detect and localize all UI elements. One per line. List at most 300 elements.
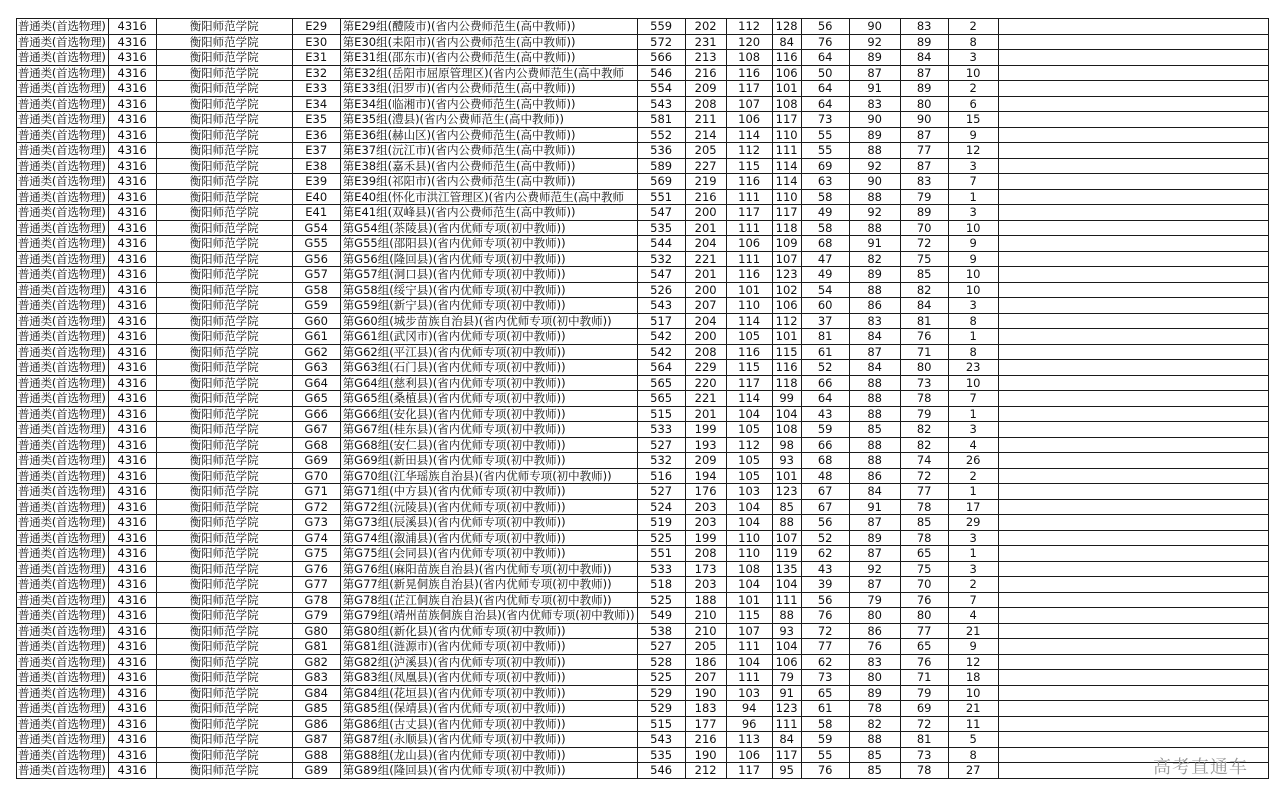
school-name-cell: 衡阳师范学院: [156, 127, 292, 143]
score-e-cell: 86: [849, 468, 900, 484]
school-name-cell: 衡阳师范学院: [156, 251, 292, 267]
table-row: [17, 561, 1269, 577]
group-name-cell: 第E29组(醴陵市)(省内公费师范生(高中教师)): [340, 19, 637, 35]
count-cell: 2: [948, 577, 998, 593]
total-score-cell: 569: [637, 174, 685, 190]
score-a-cell: 203: [685, 499, 726, 515]
category-cell: 普通类(首选物理): [17, 747, 109, 763]
score-e-cell: 87: [849, 65, 900, 81]
score-e-cell: 86: [849, 623, 900, 639]
count-cell: 18: [948, 670, 998, 686]
total-score-cell: 535: [637, 747, 685, 763]
school-name-cell: 衡阳师范学院: [156, 453, 292, 469]
institution-code-cell: 4316: [108, 639, 156, 655]
score-d-cell: 67: [801, 484, 849, 500]
table-row: [17, 267, 1269, 283]
score-d-cell: 61: [801, 701, 849, 717]
score-f-cell: 85: [900, 267, 948, 283]
score-e-cell: 88: [849, 220, 900, 236]
group-code-cell: G78: [292, 592, 340, 608]
score-c-cell: 135: [772, 561, 801, 577]
category-cell: 普通类(首选物理): [17, 313, 109, 329]
school-name-cell: 衡阳师范学院: [156, 174, 292, 190]
count-cell: 3: [948, 422, 998, 438]
score-e-cell: 90: [849, 19, 900, 35]
score-f-cell: 87: [900, 158, 948, 174]
score-a-cell: 221: [685, 391, 726, 407]
total-score-cell: 526: [637, 282, 685, 298]
total-score-cell: 536: [637, 143, 685, 159]
score-a-cell: 203: [685, 577, 726, 593]
group-name-cell: 第G77组(新晃侗族自治县)(省内优师专项(初中教师)): [340, 577, 637, 593]
group-name-cell: 第G62组(平江县)(省内优师专项(初中教师)): [340, 344, 637, 360]
score-d-cell: 69: [801, 158, 849, 174]
table-body: [17, 19, 1269, 779]
count-cell: 1: [948, 406, 998, 422]
score-a-cell: 214: [685, 127, 726, 143]
group-name-cell: 第G69组(新田县)(省内优师专项(初中教师)): [340, 453, 637, 469]
score-c-cell: 123: [772, 701, 801, 717]
table-row: [17, 81, 1269, 97]
table-row: [17, 282, 1269, 298]
score-c-cell: 104: [772, 577, 801, 593]
school-name-cell: 衡阳师范学院: [156, 267, 292, 283]
school-name-cell: 衡阳师范学院: [156, 763, 292, 779]
score-e-cell: 88: [849, 143, 900, 159]
score-c-cell: 101: [772, 329, 801, 345]
table-row: [17, 701, 1269, 717]
count-cell: 15: [948, 112, 998, 128]
count-cell: 21: [948, 701, 998, 717]
category-cell: 普通类(首选物理): [17, 81, 109, 97]
group-code-cell: G83: [292, 670, 340, 686]
score-e-cell: 88: [849, 437, 900, 453]
score-e-cell: 78: [849, 701, 900, 717]
institution-code-cell: 4316: [108, 298, 156, 314]
category-cell: 普通类(首选物理): [17, 732, 109, 748]
score-f-cell: 70: [900, 577, 948, 593]
institution-code-cell: 4316: [108, 189, 156, 205]
score-c-cell: 101: [772, 468, 801, 484]
score-c-cell: 123: [772, 267, 801, 283]
group-code-cell: G57: [292, 267, 340, 283]
score-e-cell: 89: [849, 530, 900, 546]
extra-cell: [998, 577, 1268, 593]
institution-code-cell: 4316: [108, 577, 156, 593]
score-c-cell: 91: [772, 685, 801, 701]
group-name-cell: 第G67组(桂东县)(省内优师专项(初中教师)): [340, 422, 637, 438]
category-cell: 普通类(首选物理): [17, 65, 109, 81]
extra-cell: [998, 468, 1268, 484]
school-name-cell: 衡阳师范学院: [156, 623, 292, 639]
score-b-cell: 105: [726, 453, 772, 469]
school-name-cell: 衡阳师范学院: [156, 205, 292, 221]
score-f-cell: 65: [900, 546, 948, 562]
school-name-cell: 衡阳师范学院: [156, 639, 292, 655]
category-cell: 普通类(首选物理): [17, 639, 109, 655]
table-row: [17, 112, 1269, 128]
school-name-cell: 衡阳师范学院: [156, 282, 292, 298]
score-c-cell: 107: [772, 530, 801, 546]
score-d-cell: 66: [801, 437, 849, 453]
score-c-cell: 118: [772, 220, 801, 236]
count-cell: 1: [948, 329, 998, 345]
score-a-cell: 231: [685, 34, 726, 50]
institution-code-cell: 4316: [108, 81, 156, 97]
score-e-cell: 82: [849, 251, 900, 267]
extra-cell: [998, 189, 1268, 205]
group-code-cell: G64: [292, 375, 340, 391]
group-code-cell: G85: [292, 701, 340, 717]
count-cell: 3: [948, 50, 998, 66]
group-code-cell: G79: [292, 608, 340, 624]
score-a-cell: 221: [685, 251, 726, 267]
extra-cell: [998, 623, 1268, 639]
score-f-cell: 78: [900, 530, 948, 546]
institution-code-cell: 4316: [108, 220, 156, 236]
score-f-cell: 84: [900, 298, 948, 314]
extra-cell: [998, 65, 1268, 81]
total-score-cell: 549: [637, 608, 685, 624]
extra-cell: [998, 561, 1268, 577]
group-name-cell: 第G71组(中方县)(省内优师专项(初中教师)): [340, 484, 637, 500]
score-b-cell: 112: [726, 143, 772, 159]
extra-cell: [998, 96, 1268, 112]
score-f-cell: 79: [900, 685, 948, 701]
group-name-cell: 第G84组(花垣县)(省内优师专项(初中教师)): [340, 685, 637, 701]
group-code-cell: G54: [292, 220, 340, 236]
school-name-cell: 衡阳师范学院: [156, 716, 292, 732]
extra-cell: [998, 499, 1268, 515]
group-code-cell: G75: [292, 546, 340, 562]
extra-cell: [998, 701, 1268, 717]
score-e-cell: 87: [849, 344, 900, 360]
table-row: [17, 65, 1269, 81]
group-name-cell: 第G61组(武冈市)(省内优师专项(初中教师)): [340, 329, 637, 345]
score-e-cell: 87: [849, 515, 900, 531]
group-code-cell: E37: [292, 143, 340, 159]
count-cell: 12: [948, 143, 998, 159]
table-row: [17, 670, 1269, 686]
institution-code-cell: 4316: [108, 716, 156, 732]
score-c-cell: 98: [772, 437, 801, 453]
group-code-cell: G76: [292, 561, 340, 577]
score-a-cell: 207: [685, 298, 726, 314]
category-cell: 普通类(首选物理): [17, 50, 109, 66]
score-e-cell: 86: [849, 298, 900, 314]
institution-code-cell: 4316: [108, 592, 156, 608]
score-b-cell: 108: [726, 561, 772, 577]
school-name-cell: 衡阳师范学院: [156, 360, 292, 376]
category-cell: 普通类(首选物理): [17, 344, 109, 360]
score-f-cell: 72: [900, 468, 948, 484]
extra-cell: [998, 685, 1268, 701]
group-code-cell: G80: [292, 623, 340, 639]
count-cell: 3: [948, 205, 998, 221]
category-cell: 普通类(首选物理): [17, 515, 109, 531]
score-d-cell: 48: [801, 468, 849, 484]
group-code-cell: G60: [292, 313, 340, 329]
score-f-cell: 85: [900, 515, 948, 531]
score-f-cell: 78: [900, 763, 948, 779]
extra-cell: [998, 391, 1268, 407]
score-c-cell: 116: [772, 50, 801, 66]
total-score-cell: 527: [637, 639, 685, 655]
institution-code-cell: 4316: [108, 530, 156, 546]
score-d-cell: 67: [801, 499, 849, 515]
extra-cell: [998, 592, 1268, 608]
group-name-cell: 第G70组(江华瑶族自治县)(省内优师专项(初中教师)): [340, 468, 637, 484]
score-c-cell: 111: [772, 143, 801, 159]
total-score-cell: 565: [637, 375, 685, 391]
category-cell: 普通类(首选物理): [17, 360, 109, 376]
extra-cell: [998, 236, 1268, 252]
score-b-cell: 104: [726, 515, 772, 531]
score-b-cell: 104: [726, 406, 772, 422]
count-cell: 9: [948, 236, 998, 252]
school-name-cell: 衡阳师范学院: [156, 406, 292, 422]
group-code-cell: G73: [292, 515, 340, 531]
count-cell: 9: [948, 251, 998, 267]
score-f-cell: 76: [900, 329, 948, 345]
extra-cell: [998, 112, 1268, 128]
school-name-cell: 衡阳师范学院: [156, 158, 292, 174]
total-score-cell: 542: [637, 344, 685, 360]
score-d-cell: 58: [801, 189, 849, 205]
school-name-cell: 衡阳师范学院: [156, 422, 292, 438]
school-name-cell: 衡阳师范学院: [156, 561, 292, 577]
score-a-cell: 212: [685, 763, 726, 779]
score-e-cell: 90: [849, 174, 900, 190]
score-c-cell: 114: [772, 174, 801, 190]
score-d-cell: 49: [801, 267, 849, 283]
table-row: [17, 236, 1269, 252]
count-cell: 1: [948, 484, 998, 500]
table-row: [17, 360, 1269, 376]
score-b-cell: 103: [726, 685, 772, 701]
score-f-cell: 84: [900, 50, 948, 66]
score-b-cell: 112: [726, 19, 772, 35]
score-b-cell: 116: [726, 174, 772, 190]
extra-cell: [998, 267, 1268, 283]
table-row: [17, 375, 1269, 391]
score-a-cell: 216: [685, 732, 726, 748]
group-name-cell: 第G55组(邵阳县)(省内优师专项(初中教师)): [340, 236, 637, 252]
score-d-cell: 66: [801, 375, 849, 391]
total-score-cell: 543: [637, 96, 685, 112]
score-d-cell: 50: [801, 65, 849, 81]
extra-cell: [998, 608, 1268, 624]
table-row: [17, 19, 1269, 35]
group-name-cell: 第G56组(隆回县)(省内优师专项(初中教师)): [340, 251, 637, 267]
group-code-cell: G72: [292, 499, 340, 515]
table-row: [17, 453, 1269, 469]
extra-cell: [998, 205, 1268, 221]
total-score-cell: 554: [637, 81, 685, 97]
score-c-cell: 104: [772, 639, 801, 655]
category-cell: 普通类(首选物理): [17, 530, 109, 546]
table-row: [17, 174, 1269, 190]
institution-code-cell: 4316: [108, 670, 156, 686]
table-row: [17, 468, 1269, 484]
score-a-cell: 190: [685, 685, 726, 701]
group-code-cell: G61: [292, 329, 340, 345]
group-code-cell: E35: [292, 112, 340, 128]
category-cell: 普通类(首选物理): [17, 406, 109, 422]
school-name-cell: 衡阳师范学院: [156, 484, 292, 500]
score-f-cell: 82: [900, 437, 948, 453]
count-cell: 3: [948, 158, 998, 174]
score-d-cell: 76: [801, 34, 849, 50]
score-c-cell: 101: [772, 81, 801, 97]
table-row: [17, 515, 1269, 531]
extra-cell: [998, 344, 1268, 360]
score-b-cell: 111: [726, 639, 772, 655]
score-c-cell: 111: [772, 592, 801, 608]
score-d-cell: 59: [801, 732, 849, 748]
group-name-cell: 第G76组(麻阳苗族自治县)(省内优师专项(初中教师)): [340, 561, 637, 577]
score-c-cell: 117: [772, 205, 801, 221]
group-name-cell: 第G54组(茶陵县)(省内优师专项(初中教师)): [340, 220, 637, 236]
score-a-cell: 177: [685, 716, 726, 732]
group-code-cell: G70: [292, 468, 340, 484]
group-name-cell: 第E32组(岳阳市屈原管理区)(省内公费师范生(高中教师: [340, 65, 637, 81]
category-cell: 普通类(首选物理): [17, 701, 109, 717]
score-e-cell: 90: [849, 112, 900, 128]
institution-code-cell: 4316: [108, 406, 156, 422]
group-code-cell: E31: [292, 50, 340, 66]
table-row: [17, 127, 1269, 143]
score-c-cell: 93: [772, 623, 801, 639]
score-f-cell: 89: [900, 205, 948, 221]
score-f-cell: 71: [900, 670, 948, 686]
score-a-cell: 200: [685, 329, 726, 345]
extra-cell: [998, 19, 1268, 35]
category-cell: 普通类(首选物理): [17, 112, 109, 128]
category-cell: 普通类(首选物理): [17, 484, 109, 500]
group-code-cell: G68: [292, 437, 340, 453]
score-b-cell: 106: [726, 112, 772, 128]
group-code-cell: E41: [292, 205, 340, 221]
group-code-cell: E33: [292, 81, 340, 97]
category-cell: 普通类(首选物理): [17, 391, 109, 407]
group-name-cell: 第G60组(城步苗族自治县)(省内优师专项(初中教师)): [340, 313, 637, 329]
institution-code-cell: 4316: [108, 515, 156, 531]
school-name-cell: 衡阳师范学院: [156, 189, 292, 205]
category-cell: 普通类(首选物理): [17, 143, 109, 159]
score-d-cell: 77: [801, 639, 849, 655]
score-b-cell: 117: [726, 375, 772, 391]
extra-cell: [998, 50, 1268, 66]
total-score-cell: 532: [637, 453, 685, 469]
score-a-cell: 210: [685, 623, 726, 639]
total-score-cell: 572: [637, 34, 685, 50]
extra-cell: [998, 81, 1268, 97]
score-f-cell: 80: [900, 608, 948, 624]
table-row: [17, 205, 1269, 221]
score-c-cell: 115: [772, 344, 801, 360]
institution-code-cell: 4316: [108, 344, 156, 360]
institution-code-cell: 4316: [108, 50, 156, 66]
school-name-cell: 衡阳师范学院: [156, 546, 292, 562]
table-row: [17, 546, 1269, 562]
score-e-cell: 89: [849, 685, 900, 701]
school-name-cell: 衡阳师范学院: [156, 375, 292, 391]
score-e-cell: 84: [849, 329, 900, 345]
group-code-cell: G58: [292, 282, 340, 298]
total-score-cell: 532: [637, 251, 685, 267]
score-a-cell: 199: [685, 530, 726, 546]
score-a-cell: 208: [685, 344, 726, 360]
score-f-cell: 74: [900, 453, 948, 469]
score-b-cell: 105: [726, 468, 772, 484]
extra-cell: [998, 654, 1268, 670]
institution-code-cell: 4316: [108, 96, 156, 112]
count-cell: 10: [948, 220, 998, 236]
score-e-cell: 88: [849, 282, 900, 298]
score-f-cell: 73: [900, 747, 948, 763]
score-e-cell: 83: [849, 96, 900, 112]
count-cell: 9: [948, 639, 998, 655]
institution-code-cell: 4316: [108, 174, 156, 190]
table-row: [17, 716, 1269, 732]
score-d-cell: 55: [801, 143, 849, 159]
score-b-cell: 105: [726, 422, 772, 438]
score-a-cell: 207: [685, 670, 726, 686]
score-f-cell: 83: [900, 174, 948, 190]
table-row: [17, 220, 1269, 236]
score-c-cell: 85: [772, 499, 801, 515]
score-f-cell: 82: [900, 422, 948, 438]
count-cell: 5: [948, 732, 998, 748]
group-code-cell: G69: [292, 453, 340, 469]
group-name-cell: 第G78组(芷江侗族自治县)(省内优师专项(初中教师)): [340, 592, 637, 608]
institution-code-cell: 4316: [108, 127, 156, 143]
score-b-cell: 106: [726, 747, 772, 763]
score-b-cell: 104: [726, 499, 772, 515]
score-f-cell: 77: [900, 484, 948, 500]
table-row: [17, 577, 1269, 593]
score-c-cell: 106: [772, 65, 801, 81]
extra-cell: [998, 313, 1268, 329]
school-name-cell: 衡阳师范学院: [156, 220, 292, 236]
score-e-cell: 89: [849, 50, 900, 66]
category-cell: 普通类(首选物理): [17, 205, 109, 221]
group-code-cell: E40: [292, 189, 340, 205]
count-cell: 3: [948, 561, 998, 577]
total-score-cell: 543: [637, 298, 685, 314]
table-row: [17, 639, 1269, 655]
score-e-cell: 92: [849, 561, 900, 577]
score-c-cell: 88: [772, 515, 801, 531]
score-f-cell: 70: [900, 220, 948, 236]
category-cell: 普通类(首选物理): [17, 127, 109, 143]
score-b-cell: 114: [726, 127, 772, 143]
table-row: [17, 344, 1269, 360]
group-name-cell: 第E36组(赫山区)(省内公费师范生(高中教师)): [340, 127, 637, 143]
total-score-cell: 559: [637, 19, 685, 35]
score-c-cell: 109: [772, 236, 801, 252]
institution-code-cell: 4316: [108, 282, 156, 298]
score-a-cell: 213: [685, 50, 726, 66]
score-c-cell: 118: [772, 375, 801, 391]
category-cell: 普通类(首选物理): [17, 174, 109, 190]
score-c-cell: 95: [772, 763, 801, 779]
score-d-cell: 55: [801, 747, 849, 763]
group-name-cell: 第E41组(双峰县)(省内公费师范生(高中教师)): [340, 205, 637, 221]
score-c-cell: 107: [772, 251, 801, 267]
total-score-cell: 527: [637, 437, 685, 453]
